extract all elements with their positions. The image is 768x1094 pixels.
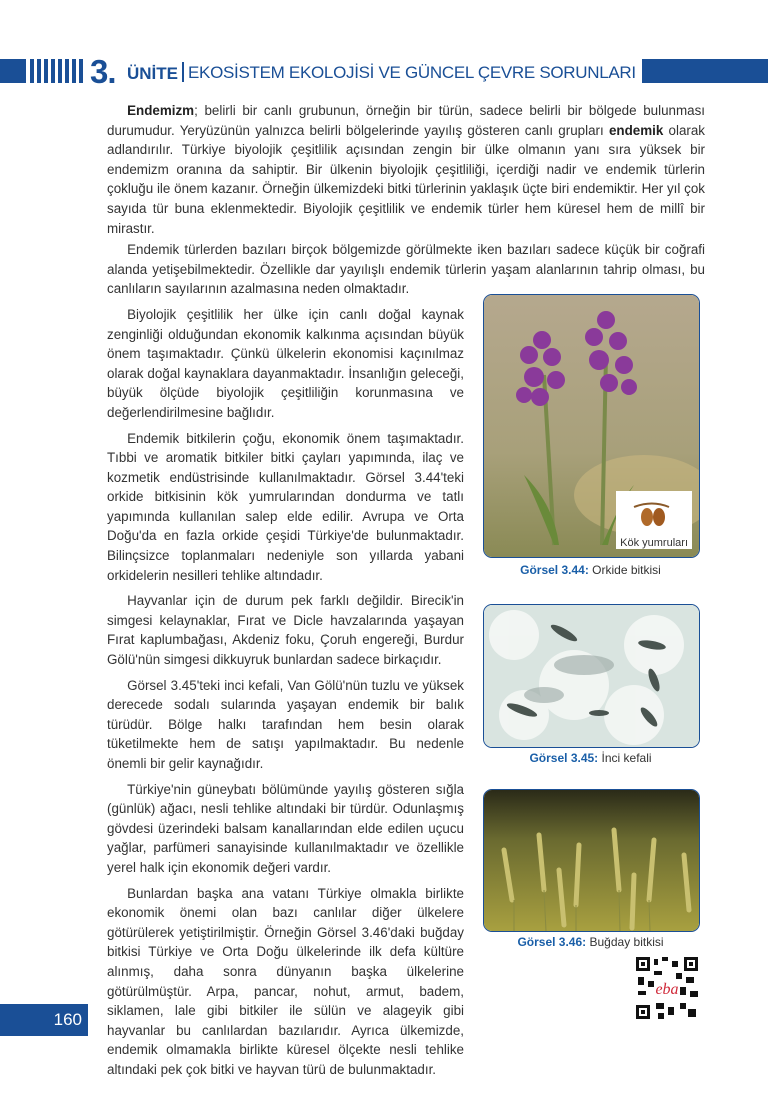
fish-image [483,604,700,748]
divider [182,62,184,82]
body-column [107,305,464,1080]
paragraph: Endemik türlerden bazıları birçok bölgemizde görülmekte iken bazıları sadece küçük bir coğrafi alanda yetişebilmektedir. Özellikle dar yayılışlı endemik türlerin yaşam alanlarının tahrip olması, bu canlıların sayılarının azalmasına neden olmaktadır. [107,242,705,297]
paragraph: Hayvanlar için de durum pek farklı değildir. Birecik'in simgesi kelaynaklar, Fırat ve Dicle havzalarında yaşayan Fırat kaplumbağası, Akdeniz foku, Çoruh engereği, Burdur Gölü'nün simgesi dikkuyruk bunlardan sadece birkaçıdır. [107,593,464,668]
paragraph: Türkiye'nin güneybatı bölümünde yayılış gösteren sığla (günlük) ağacı, nesli tehlike altındaki bir türdür. Odunlaşmış gövdesi üzerindeki balsam kanallarından elde edilen uçucu yağlar, parfümeri sanayisinde kullanılmaktadır ve özellikle yerel halk için ekonomik değeri vardır. [107,781,464,875]
orchid-image [483,294,700,558]
paragraph: Endemik bitkilerin çoğu, ekonomik önem taşımaktadır. Tıbbi ve aromatik bitkiler bitki çayları yapımında, ilaç ve kozmetik endüstrisinde kullanılmaktadır. Görsel 3.44'teki orkide bitkisinin kök yumrularından dondurma ve tatlı yapımında kullanılan salep elde edilir. Avrupa ve Orta Doğu'da en fazla orkide çeşidi Türkiye'de bulunmaktadır. Bilinçsizce toplanmaları nedeniyle son yıllarda yabani orkidelerin nesilleri tehlike altındadır. [107,430,464,583]
unit-title: EKOSİSTEM EKOLOJİSİ VE GÜNCEL ÇEVRE SORUNLARI [188,63,636,82]
figure-caption: Görsel 3.44: Orkide bitkisi [520,563,661,577]
qr-code-icon[interactable] [636,957,698,1019]
header-stripes [30,59,83,83]
eba-logo: eba [655,981,679,998]
orchid-illustration [484,295,699,557]
wheat-image [483,789,700,932]
header-bar [642,59,768,83]
fish-illustration [484,605,699,747]
paragraph: Endemizm; belirli bir canlı grubunun, örneğin bir türün, sadece belirli bir bölgede bulunması durumudur. Yeryüzünün yalnızca belirli bölgelerinde yayılış gösteren canlı grupları endemik olarak adlandırılır. Türkiye biyolojik çeşitlilik açısından zengin bir ülke olmanın yanı sıra yüksek bir endemizm oranına da sahiptir. Bir ülkenin biyolojik çeşitliliği, içerdiği nadir ve endemik türlerin çokluğu ile önem kazanır. Örneğin ülkemizdeki bitki türlerinin yaklaşık üçte biri endemiktir. Her yıl çok sayıda tür buna eklenmektedir. Biyolojik çeşitlilik ve endemik türler hem küresel hem de millî bir mirastır. [107,103,705,236]
qr-code[interactable] [636,957,698,1019]
page-number: 160 [0,1004,88,1036]
figure-caption: Görsel 3.45: İnci kefali [529,751,652,765]
paragraph: Görsel 3.45'teki inci kefali, Van Gölü'nün tuzlu ve yüksek derecede sodalı sularında yaşayan endemik bir balık türüdür. Bölge halkı tarafından hem besin olarak tüketilmekte hem de satışı yapılmaktadır. Bu nedenle önemli bir gelir kaynağıdır. [107,677,464,771]
paragraph: Biyolojik çeşitlilik her ülke için canlı doğal kaynak zenginliği olduğundan ekonomik kalkınma açısından büyük önem taşımaktadır. Çünkü ülkelerin ekonomisi kaçınılmaz olarak doğal kaynaklara dayanmaktadır. İnsanlığın geleceği, büyük ölçüde biyolojik çeşitliliğin korunmasına ve değerlendirilmesine bağlıdır. [107,306,464,420]
intro-text [107,101,705,299]
paragraph: Bunlardan başka ana vatanı Türkiye olmakla birlikte ekonomik önemi olan bazı canlılar diğer ülkelere götürülerek yetiştirilmiştir. Örneğin Görsel 3.46'daki buğday bitkisi Türkiye ve Orta Doğu ülkelerinde ilk defa kültüre alınmış, daha sonra dünyanın başka ülkelerine götürülmüştür. Arpa, pancar, nohut, armut, badem, siklamen, lale gibi bitkiler ile sülün ve alageyik gibi hayvanlar bu canlılardan bazılarıdır. Ayrıca ülkemizde, endemik olmamakla birlikte küresel ölçekte nesli tehlike altındaki pek çok bitki ve hayvan türü de bulunmaktadır. [107,885,464,1077]
figure-caption: Görsel 3.46: Buğday bitkisi [517,935,664,949]
unit-word: ÜNİTE [127,64,178,83]
unit-header [0,53,768,90]
wheat-illustration [484,790,699,931]
unit-number: 3. [90,53,116,90]
inset-label: Kök yumruları [620,537,688,549]
